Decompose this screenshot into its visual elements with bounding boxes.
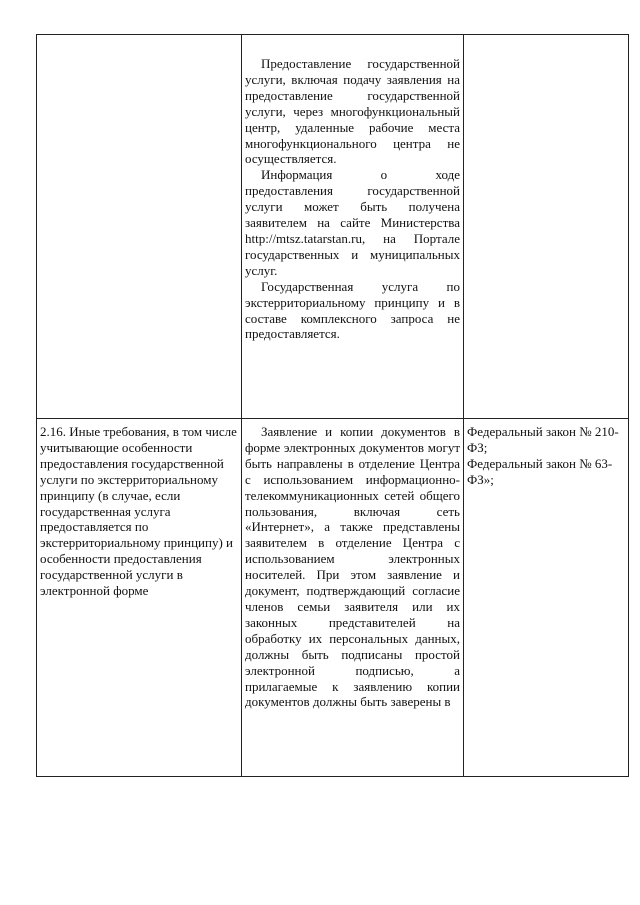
reference-law-210: Федеральный закон № 210-ФЗ; [467, 424, 619, 455]
row1-paragraph-info: Информация о ходе предоставления государственной услуги может быть получена заявителем на сайте Министерства http://mtsz.tatarstan.ru, на Портале государственных и муниципальных услуг. [245, 167, 460, 278]
row2-requirement-cell: 2.16. Иные требования, в том числе учитывающие особенности предоставления государственной услуги по экстерриториальному принципу (в случае, если государственная услуга предоставляется по экстерриториальному принципу) и особенности предоставления государственной услуги в электронной форме [37, 419, 242, 777]
row2-paragraph-electronic: Заявление и копии документов в форме электронных документов могут быть направлены в отделение Центра с использованием информационно-телекоммуникационных сетей общего пользования, включая сеть «Интернет», а также представлены заявителем в отделение Центра с использованием электронных носителей. При этом заявление и документ, подтверждающий согласие членов семьи заявителя или их законных представителей на обработку их персональных данных, должны быть подписаны простой электронной подписью, а прилагаемые к заявлению копии документов должны быть заверены в [245, 424, 460, 710]
row1-paragraph-mfc: Предоставление государственной услуги, включая подачу заявления на предоставление государственной услуги, через многофункциональный центр, удаленные рабочие места многофункционального центра не осуществляется. [245, 56, 460, 167]
row1-requirement-cell [37, 35, 242, 419]
reference-law-63: Федеральный закон № 63-ФЗ»; [467, 455, 613, 487]
row1-reference-cell [464, 35, 629, 419]
row2-reference-cell [464, 419, 629, 777]
requirements-table [36, 34, 629, 777]
table-row [37, 419, 629, 777]
row2-description-cell [242, 419, 464, 777]
row1-paragraph-extraterritorial: Государственная услуга по экстерриториальному принципу и в составе комплексного запроса не предоставляется. [245, 278, 460, 342]
row1-description-cell [242, 35, 464, 419]
table-row [37, 35, 629, 419]
